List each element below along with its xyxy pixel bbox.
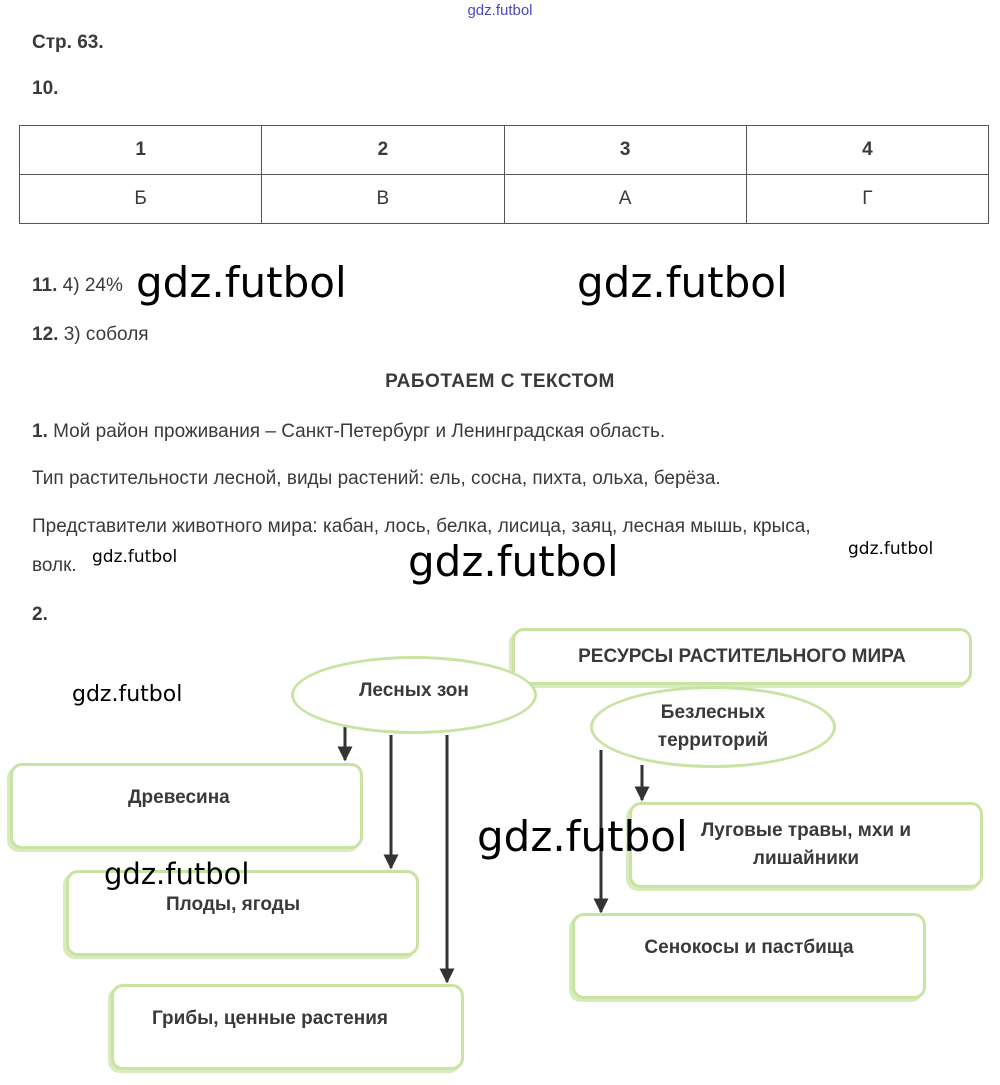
table-cell: В bbox=[262, 175, 504, 224]
task-11-text: 4) 24% bbox=[62, 275, 123, 296]
task-11-number: 11. bbox=[32, 275, 58, 296]
animals-text-line-2: волк. bbox=[32, 555, 77, 576]
watermark: gdz.futbol bbox=[408, 537, 619, 586]
watermark: gdz.futbol bbox=[477, 812, 688, 861]
table-header-cell: 2 bbox=[262, 126, 504, 175]
meadow-label-line-2: лишайники bbox=[752, 848, 860, 869]
hay-label: Сенокосы и пастбища bbox=[644, 937, 854, 958]
text-task-1-number: 1. bbox=[32, 421, 48, 442]
vegetation-text: Тип растительности лесной, виды растений: ель, сосна, пихта, ольха, берёза. bbox=[32, 468, 721, 489]
table-header-cell: 3 bbox=[504, 126, 746, 175]
meadow-label bbox=[701, 817, 911, 873]
section-title: РАБОТАЕМ С ТЕКСТОМ bbox=[385, 371, 615, 392]
table-cell: А bbox=[504, 175, 746, 224]
page-number: Стр. 63. bbox=[32, 32, 104, 53]
fruits-label: Плоды, ягоды bbox=[166, 894, 301, 915]
text-task-1-text: Мой район проживания – Санкт-Петербург и Ленинградская область. bbox=[53, 421, 666, 442]
watermark: gdz.futbol bbox=[72, 682, 183, 707]
mushrooms-box bbox=[111, 984, 464, 1070]
treeless-label-line-1: Безлесных bbox=[660, 702, 766, 723]
forest-zones-label: Лесных зон bbox=[359, 680, 469, 701]
table-header-cell: 4 bbox=[746, 126, 988, 175]
task-10-number: 10. bbox=[32, 78, 59, 99]
table-header-cell: 1 bbox=[20, 126, 262, 175]
watermark: gdz.futbol bbox=[848, 539, 934, 559]
table-cell: Б bbox=[20, 175, 262, 224]
diagram-title: РЕСУРСЫ РАСТИТЕЛЬНОГО МИРА bbox=[578, 645, 906, 667]
task-12-number: 12. bbox=[32, 324, 59, 345]
treeless-label-line-2: территорий bbox=[657, 730, 769, 751]
diagram-title-box bbox=[512, 628, 972, 685]
text-task-2-number: 2. bbox=[32, 604, 48, 625]
forest-zones-ellipse bbox=[291, 656, 537, 734]
meadow-label-line-1: Луговые травы, мхи и bbox=[700, 820, 912, 841]
wood-box bbox=[10, 763, 363, 849]
watermark: gdz.futbol bbox=[577, 258, 788, 307]
treeless-label bbox=[658, 699, 768, 755]
watermark: gdz.futbol bbox=[136, 258, 347, 307]
treeless-ellipse bbox=[590, 686, 836, 768]
table-cell: Г bbox=[746, 175, 988, 224]
hay-box bbox=[572, 913, 926, 999]
wood-label: Древесина bbox=[128, 787, 230, 808]
mushrooms-label: Грибы, ценные растения bbox=[152, 1008, 388, 1029]
task-12-text: 3) соболя bbox=[63, 324, 149, 345]
watermark: gdz.futbol bbox=[92, 547, 178, 567]
site-header-link[interactable]: gdz.futbol bbox=[467, 2, 533, 19]
watermark: gdz.futbol bbox=[104, 857, 250, 891]
animals-text-line-1: Представители животного мира: кабан, лось, белка, лисица, заяц, лесная мышь, крыса, bbox=[32, 516, 811, 537]
